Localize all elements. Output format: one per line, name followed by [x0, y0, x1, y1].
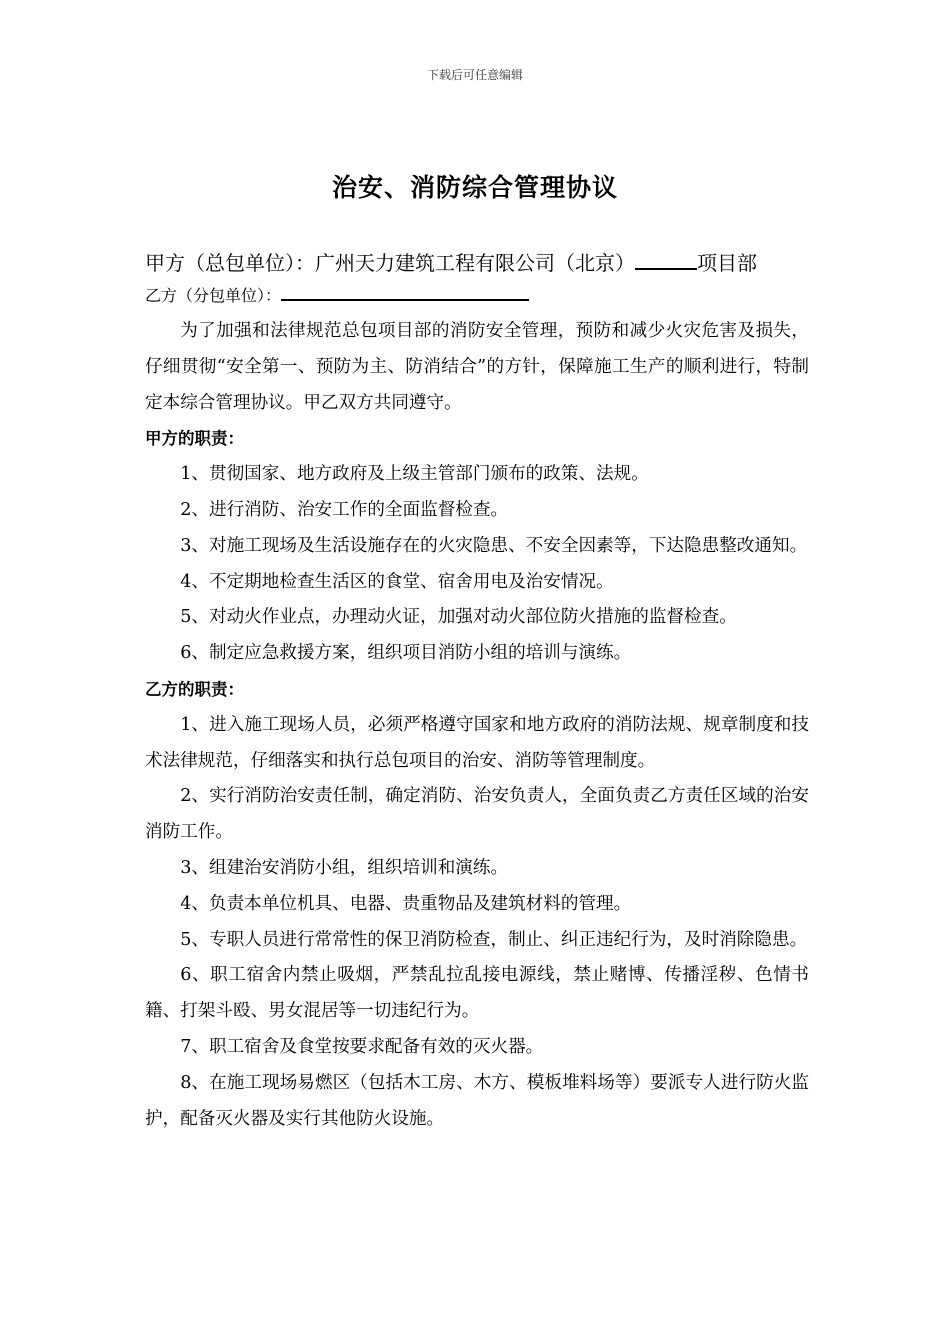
section-b-item: 6、职工宿舍内禁止吸烟，严禁乱拉乱接电源线，禁止赌博、传播淫秽、色情书籍、打架斗殴、男女混居等一切违纪行为。 — [145, 965, 809, 1022]
section-b-item: 7、职工宿舍及食堂按要求配备有效的灭火器。 — [180, 1036, 544, 1057]
document-title: 治安、消防综合管理协议 — [331, 173, 618, 202]
section-b-item: 4、负责本单位机具、电器、贵重物品及建筑材料的管理。 — [180, 893, 632, 914]
section-a-item: 5、对动火作业点，办理动火证，加强对动火部位防火措施的监督检查。 — [180, 607, 737, 628]
section-b-item: 1、进入施工现场人员，必须严格遵守国家和地方政府的消防法规、规章制度和技术法律规范，仔细落实和执行总包项目的治安、消防等管理制度。 — [145, 714, 809, 771]
party-a-blank — [635, 250, 697, 270]
section-b-item: 3、组建治安消防小组，组织培训和演练。 — [180, 857, 509, 878]
document-body — [145, 246, 809, 1137]
party-b-line — [145, 280, 809, 312]
header-note: 下载后可任意编辑 — [426, 68, 523, 82]
party-b-label: 乙方（分包单位）： — [145, 286, 282, 305]
section-a-item: 3、对施工现场及生活设施存在的火灾隐患、不安全因素等，下达隐患整改通知。 — [180, 535, 808, 556]
section-a-item: 4、不定期地检查生活区的食堂、宿舍用电及治安情况。 — [180, 571, 614, 592]
intro-paragraph: 为了加强和法律规范总包项目部的消防安全管理，预防和减少火灾危害及损失，仔细贯彻“安全第一、预防为主、防消结合”的方针，保障施工生产的顺利进行，特制定本综合管理协议。甲乙双方共同遵守。 — [145, 321, 809, 413]
section-a-item: 2、进行消防、治安工作的全面监督检查。 — [180, 499, 509, 520]
party-a-suffix: 项目部 — [697, 251, 757, 275]
party-a-line — [145, 246, 809, 280]
party-b-blank — [281, 283, 529, 301]
section-a-heading: 甲方的职责： — [145, 429, 244, 449]
section-b-item: 8、在施工现场易燃区（包括木工房、木方、模板堆料场等）要派专人进行防火监护，配备灭火器及实行其他防火设施。 — [145, 1072, 809, 1129]
party-a-label: 甲方（总包单位）： — [145, 251, 315, 275]
section-b-heading: 乙方的职责： — [145, 679, 244, 699]
section-a-item: 6、制定应急救援方案，组织项目消防小组的培训与演练。 — [180, 643, 632, 664]
party-a-company: 广州天力建筑工程有限公司（北京） — [315, 251, 635, 275]
section-b-item: 2、实行消防治安责任制，确定消防、治安负责人，全面负责乙方责任区域的治安消防工作。 — [145, 786, 809, 843]
section-a-item: 1、贯彻国家、地方政府及上级主管部门颁布的政策、法规。 — [180, 464, 649, 485]
section-b-item: 5、专职人员进行常常性的保卫消防检查，制止、纠正违纪行为，及时消除隐患。 — [180, 929, 808, 950]
